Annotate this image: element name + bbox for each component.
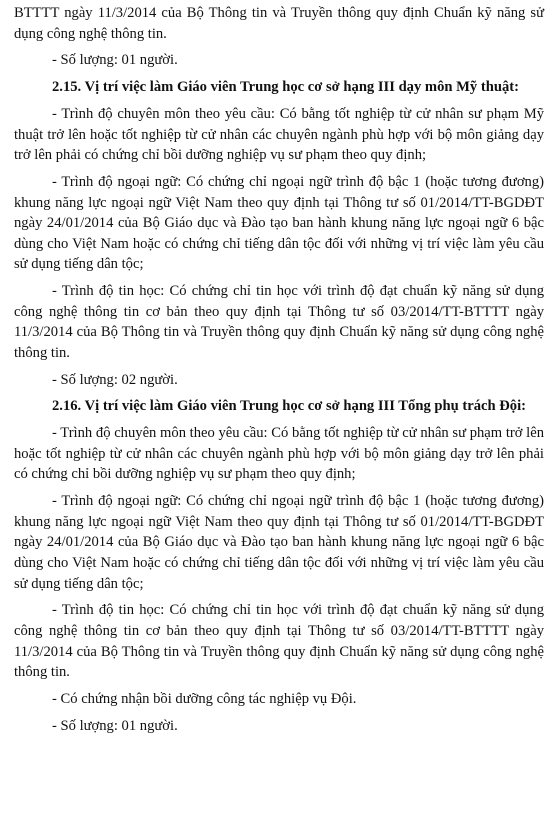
paragraph-quantity-2-16: - Số lượng: 01 người. <box>52 717 178 734</box>
paragraph-continuation: BTTTT ngày 11/3/2014 của Bộ Thông tin và Truyền thông quy định Chuẩn kỹ năng sử dụng công nghệ thông tin. <box>14 5 544 42</box>
paragraph-it-skills-2-16: - Trình độ tin học: Có chứng chỉ tin học với trình độ đạt chuẩn kỹ năng sử dụng công nghệ thông tin cơ bản theo quy định tại Thông tư số 03/2014/TT-BTTTT ngày 11/3/2014 của Bộ Thông tin và Truyền thông quy định Chuẩn kỹ năng sử dụng công nghệ thông tin. <box>14 602 544 681</box>
paragraph-foreign-language-2-15: - Trình độ ngoại ngữ: Có chứng chỉ ngoại ngữ trình độ bậc 1 (hoặc tương đương) khung năng lực ngoại ngữ Việt Nam theo quy định tại Thông tư số 01/2014/TT-BGDĐT ngày 24/01/2014 của Bộ Giáo dục và Đào tạo ban hành khung năng lực ngoại ngữ 6 bậc dùng cho Việt Nam hoặc có chứng chỉ tiếng dân tộc đối với những vị trí việc làm yêu cầu sử dụng tiếng dân tộc; <box>14 173 544 273</box>
paragraph-quantity-2-15: - Số lượng: 02 người. <box>52 371 178 388</box>
paragraph-professional-level-2-15: - Trình độ chuyên môn theo yêu cầu: Có bằng tốt nghiệp từ cử nhân sư phạm Mỹ thuật trở lên hoặc tốt nghiệp từ cử nhân các chuyên ngành phù hợp với bộ môn giảng dạy trở lên phải có chứng chỉ bồi dưỡng nghiệp vụ sư phạm theo quy định; <box>14 105 544 164</box>
paragraph-quantity-prev: - Số lượng: 01 người. <box>52 52 178 69</box>
paragraph-professional-level-2-16: - Trình độ chuyên môn theo yêu cầu: Có bằng tốt nghiệp từ cử nhân sư phạm trở lên hoặc tốt nghiệp từ cử nhân các chuyên ngành phù hợp với bộ môn giảng dạy trở lên phải có chứng chỉ bồi dưỡng nghiệp vụ sư phạm theo quy định; <box>14 425 544 483</box>
section-heading-2-15: 2.15. Vị trí việc làm Giáo viên Trung học cơ sở hạng III dạy môn Mỹ thuật: <box>52 79 519 96</box>
paragraph-team-training-2-16: - Có chứng nhận bồi dưỡng công tác nghiệp vụ Đội. <box>52 690 357 707</box>
paragraph-foreign-language-2-16: - Trình độ ngoại ngữ: Có chứng chỉ ngoại ngữ trình độ bậc 1 (hoặc tương đương) khung năng lực ngoại ngữ Việt Nam theo quy định tại Thông tư số 01/2014/TT-BGDĐT ngày 24/01/2014 của Bộ Giáo dục và Đào tạo ban hành khung năng lực ngoại ngữ 6 bậc dùng cho Việt Nam hoặc có chứng chỉ tiếng dân tộc đối với những vị trí việc làm yêu cầu sử dụng tiếng dân tộc; <box>14 493 544 592</box>
section-heading-2-16: 2.16. Vị trí việc làm Giáo viên Trung học cơ sở hạng III Tổng phụ trách Đội: <box>52 398 527 415</box>
paragraph-it-skills-2-15: - Trình độ tin học: Có chứng chỉ tin học với trình độ đạt chuẩn kỹ năng sử dụng công nghệ thông tin cơ bản theo quy định tại Thông tư số 03/2014/TT-BTTTT ngày 11/3/2014 của Bộ Thông tin và Truyền thông quy định Chuẩn kỹ năng sử dụng công nghệ thông tin. <box>14 283 544 361</box>
